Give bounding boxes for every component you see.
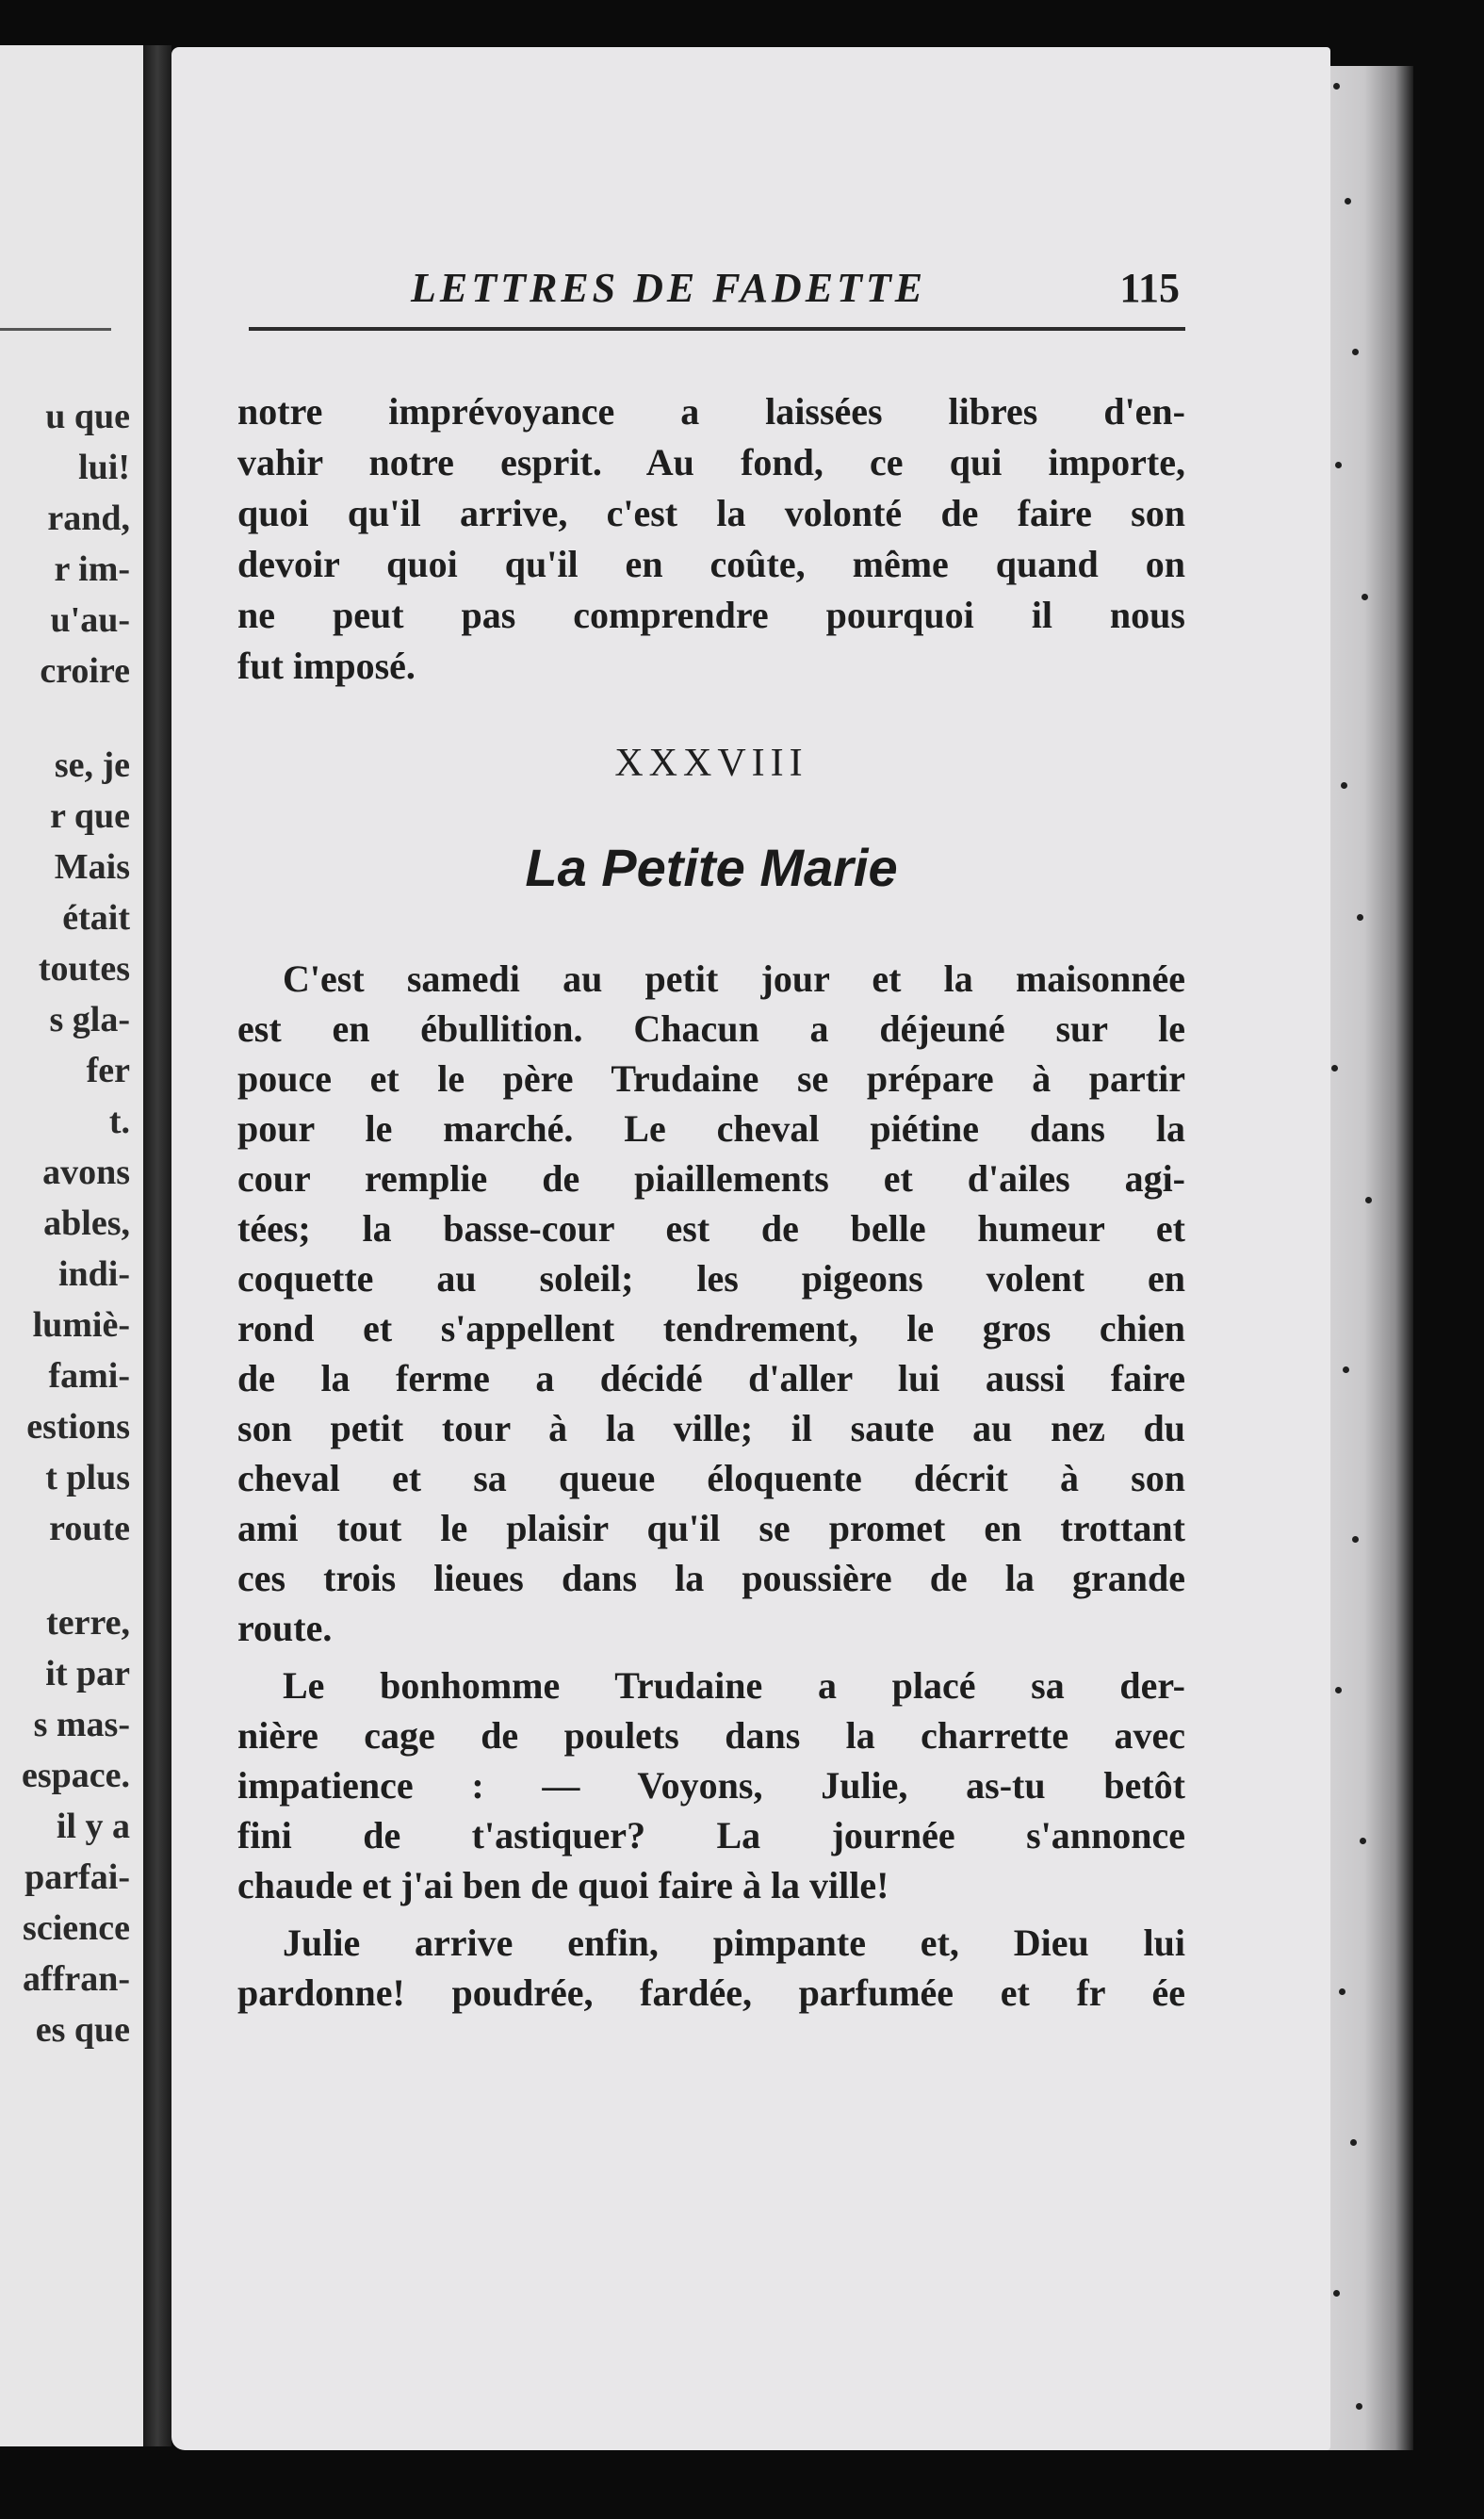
left-page-line: route [49,1509,130,1548]
text-line: ami tout le plaisir qu'il se promet en trottant [237,1507,1185,1549]
left-page-line: s gla- [49,1000,130,1039]
left-page-line: terre, [46,1603,130,1643]
left-page-line: it par [45,1654,130,1693]
header-rule [249,327,1185,331]
edge-speck [1341,782,1347,789]
edge-speck [1335,1687,1342,1693]
left-page-line: ables, [43,1203,130,1243]
edge-speck [1339,1988,1345,1995]
left-page-line: était [62,898,130,938]
edge-speck [1365,1197,1372,1203]
opening-paragraph [237,386,1185,692]
text-line: tées; la basse-cour est de belle humeur et [237,1207,1185,1250]
text-line: devoir quoi qu'il en coûte, même quand on [237,543,1185,585]
text-line: cheval et sa queue éloquente décrit à son [237,1457,1185,1499]
text-line: pouce et le père Trudaine se prépare à partir [237,1057,1185,1100]
edge-speck [1352,1536,1359,1543]
left-page-line: avons [42,1153,130,1192]
text-line: quoi qu'il arrive, c'est la volonté de faire son [237,492,1185,534]
chapter-number: XXXVIII [614,742,808,785]
text-line: fut imposé. [237,645,416,687]
text-line: cour remplie de piaillements et d'ailes agi- [237,1157,1185,1200]
left-page-line: r que [50,796,130,836]
text-line: route. [237,1607,333,1649]
left-page-line: se, je [54,745,130,785]
edge-speck [1343,1366,1349,1373]
text-line: fini de t'astiquer? La journée s'annonce [237,1814,1185,1857]
left-page-fragment [0,45,143,2446]
text-line: nière cage de poulets dans la charrette avec [237,1714,1185,1757]
text-line: est en ébullition. Chacun a déjeuné sur le [237,1007,1185,1050]
left-page-line: affran- [23,1959,130,1999]
left-page-line: t plus [45,1458,130,1497]
text-line: vahir notre esprit. Au fond, ce qui importe, [237,441,1185,483]
edge-speck [1331,1065,1338,1071]
text-line: ne peut pas comprendre pourquoi il nous [237,594,1185,636]
edge-speck [1352,349,1359,355]
left-page-line: il y a [56,1807,130,1846]
left-page-line: lui! [78,448,130,487]
page-header [241,264,1185,320]
edge-speck [1360,1838,1366,1844]
text-line: Julie arrive enfin, pimpante et, Dieu lui [283,1922,1185,1964]
book-gutter [143,45,171,2446]
text-line: son petit tour à la ville; il saute au nez du [237,1407,1185,1449]
left-page-line: s mas- [33,1705,130,1744]
left-page-line: science [23,1908,130,1948]
left-page-line: Mais [54,847,130,887]
paragraph-1 [237,954,1185,1653]
left-page-line: u que [45,397,130,436]
text-line: coquette au soleil; les pigeons volent en [237,1257,1185,1300]
text-line: pour le marché. Le cheval piétine dans la [237,1107,1185,1150]
left-page-line: estions [26,1407,130,1447]
left-page-line: r im- [54,549,130,589]
left-page-header-rule [0,328,111,331]
left-page-line: u'au- [50,600,130,640]
chapter-title: La Petite Marie [525,838,898,897]
edge-speck [1345,198,1351,204]
text-line: chaude et j'ai ben de quoi faire à la ville! [237,1864,889,1906]
paragraph-3 [237,1918,1185,2018]
text-line: pardonne! poudrée, fardée, parfumée et fr ée [237,1971,1185,2014]
left-page-line: rand, [47,499,130,538]
left-page-line: t. [108,1102,130,1141]
left-page-line: croire [40,651,130,691]
page-number: 115 [1119,265,1180,311]
edge-speck [1333,2290,1340,2297]
edge-speck [1362,594,1368,600]
left-page-line: toutes [38,949,130,989]
text-line: impatience : — Voyons, Julie, as-tu betôt [237,1764,1185,1807]
text-line: C'est samedi au petit jour et la maisonnée [283,957,1185,1000]
text-line: de la ferme a décidé d'aller lui aussi faire [237,1357,1185,1399]
text-line: ces trois lieues dans la poussière de la grande [237,1557,1185,1599]
paragraph-2 [237,1660,1185,1910]
bottom-shadow [0,2450,1484,2519]
left-page-line: es que [35,2010,130,2050]
edge-speck [1333,83,1340,90]
edge-speck [1335,462,1342,468]
edge-speck [1350,2139,1357,2146]
chapter-body [237,954,1185,2018]
text-line: Le bonhomme Trudaine a placé sa der- [283,1664,1185,1707]
page-edge [1324,66,1413,2469]
left-page-line: fer [86,1051,130,1090]
running-title: LETTRES DE FADETTE [411,265,927,311]
edge-speck [1357,914,1363,921]
text-line: notre imprévoyance a laissées libres d'en- [237,390,1185,433]
left-page-line: fami- [48,1356,130,1396]
left-page-line: espace. [21,1756,130,1795]
left-page-line: indi- [57,1254,130,1294]
edge-speck [1356,2403,1362,2410]
left-page-line: parfai- [24,1857,130,1897]
text-line: rond et s'appellent tendrement, le gros chien [237,1307,1185,1349]
left-page-line: lumiè- [32,1305,130,1345]
